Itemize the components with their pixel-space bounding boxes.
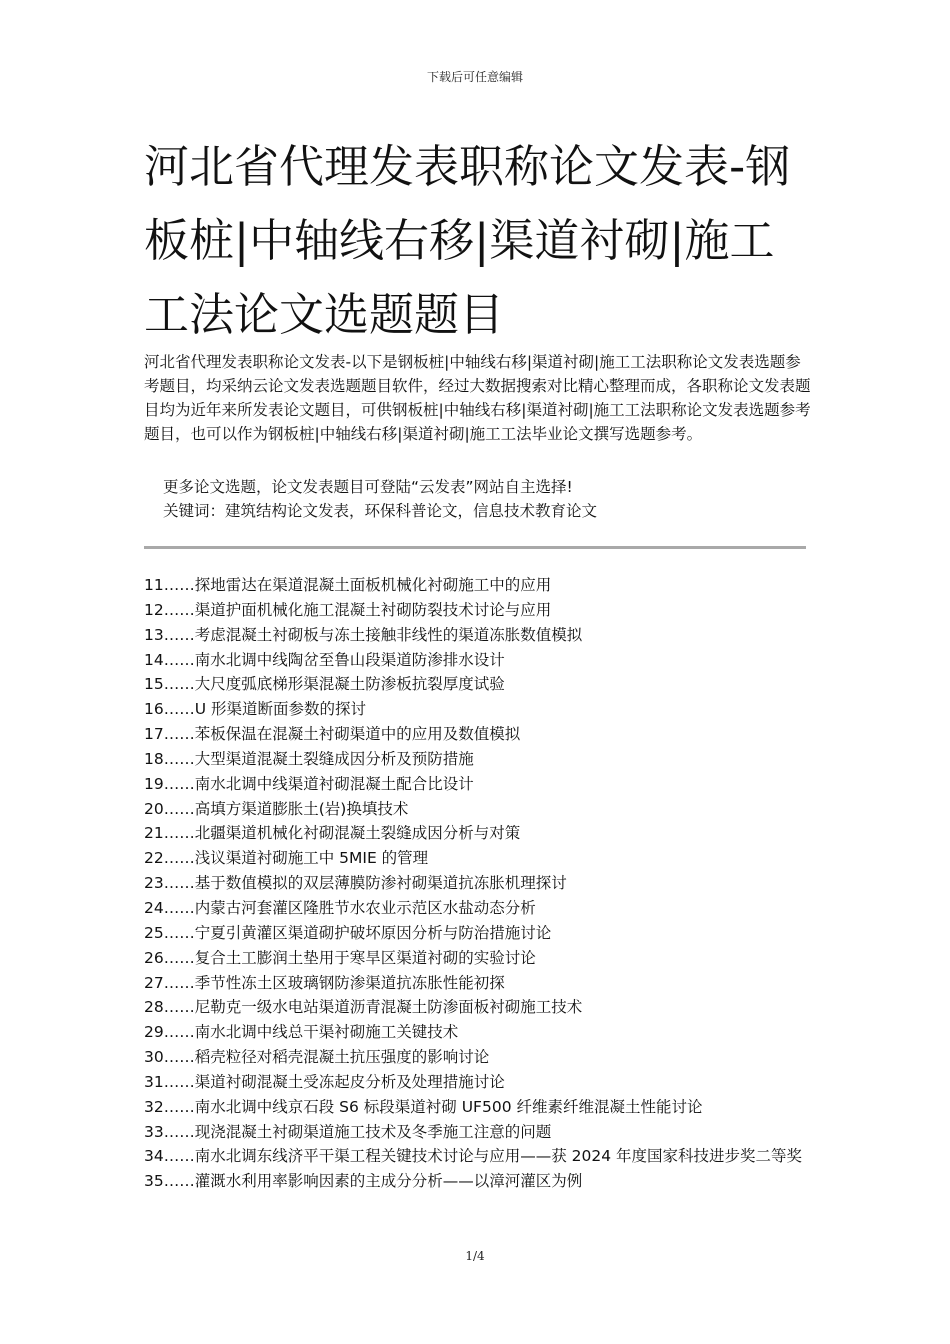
topic-item: 27……季节性冻土区玻璃钢防渗渠道抗冻胀性能初探 — [144, 973, 505, 992]
document-title: 河北省代理发表职称论文发表-钢板桩|中轴线右移|渠道衬砌|施工工法论文选题题目 — [144, 140, 791, 341]
divider — [144, 546, 806, 549]
topic-item: 25……宁夏引黄灌区渠道砌护破坏原因分析与防治措施讨论 — [144, 923, 552, 942]
topic-item: 12……渠道护面机械化施工混凝土衬砌防裂技术讨论与应用 — [144, 600, 552, 619]
topic-list — [144, 573, 812, 1194]
topic-item: 23……基于数值模拟的双层薄膜防渗衬砌渠道抗冻胀机理探讨 — [144, 874, 567, 893]
topic-item: 34……南水北调东线济平干渠工程关键技术讨论与应用——获 2024 年度国家科技进步奖二等奖 — [144, 1147, 803, 1166]
topic-item: 15……大尺度弧底梯形渠混凝土防渗板抗裂厚度试验 — [144, 675, 505, 694]
topic-item: 31……渠道衬砌混凝土受冻起皮分析及处理措施讨论 — [144, 1072, 505, 1091]
page-number: 1/4 — [465, 1249, 485, 1263]
keywords-line: 关键词：建筑结构论文发表，环保科普论文，信息技术教育论文 — [163, 502, 598, 520]
topic-item: 19……南水北调中线渠道衬砌混凝土配合比设计 — [144, 774, 474, 793]
topic-item: 16……U 形渠道断面参数的探讨 — [144, 700, 366, 719]
intro-paragraph: 河北省代理发表职称论文发表-以下是钢板桩|中轴线右移|渠道衬砌|施工工法职称论文发表选题参考题目，均采纳云论文发表选题题目软件，经过大数据搜索对比精心整理而成，各职称论文发表题目均为近年来所发表论文题目，可供钢板桩|中轴线右移|渠道衬砌|施工工法职称论文发表选题参考题目，也可以作为钢板桩|中轴线右移|渠道衬砌|施工工法毕业论文撰写选题参考。 — [144, 353, 811, 443]
topic-item: 33……现浇混凝土衬砌渠道施工技术及冬季施工注意的问题 — [144, 1122, 552, 1141]
topic-item: 11……探地雷达在渠道混凝土面板机械化衬砌施工中的应用 — [144, 576, 552, 594]
topic-item: 14……南水北调中线陶岔至鲁山段渠道防渗排水设计 — [144, 650, 505, 669]
topic-item: 24……内蒙古河套灌区隆胜节水农业示范区水盐动态分析 — [144, 898, 536, 917]
header-note: 下载后可任意编辑 — [426, 70, 523, 84]
topic-item: 20……高填方渠道膨胀土(岩)换填技术 — [144, 799, 409, 818]
topic-item: 21……北疆渠道机械化衬砌混凝土裂缝成因分析与对策 — [144, 824, 521, 843]
topic-item: 29……南水北调中线总干渠衬砌施工关键技术 — [144, 1023, 459, 1042]
topic-item: 32……南水北调中线京石段 S6 标段渠道衬砌 UF500 纤维素纤维混凝土性能讨论 — [144, 1097, 703, 1116]
topic-item: 28……尼勒克一级水电站渠道沥青混凝土防渗面板衬砌施工技术 — [144, 998, 583, 1017]
more-topics-line: 更多论文选题，论文发表题目可登陆“云发表”网站自主选择! — [163, 478, 573, 496]
topic-item: 26……复合土工膨润土垫用于寒旱区渠道衬砌的实验讨论 — [144, 948, 536, 967]
topic-item: 30……稻壳粒径对稻壳混凝土抗压强度的影响讨论 — [144, 1048, 490, 1067]
topic-item: 13……考虑混凝土衬砌板与冻土接触非线性的渠道冻胀数值模拟 — [144, 625, 583, 644]
topic-item: 22……浅议渠道衬砌施工中 5MIE 的管理 — [144, 849, 429, 868]
topic-item: 18……大型渠道混凝土裂缝成因分析及预防措施 — [144, 749, 474, 768]
topic-item: 35……灌溉水利用率影响因素的主成分分析——以漳河灌区为例 — [144, 1172, 583, 1191]
topic-item: 17……苯板保温在混凝土衬砌渠道中的应用及数值模拟 — [144, 725, 521, 744]
